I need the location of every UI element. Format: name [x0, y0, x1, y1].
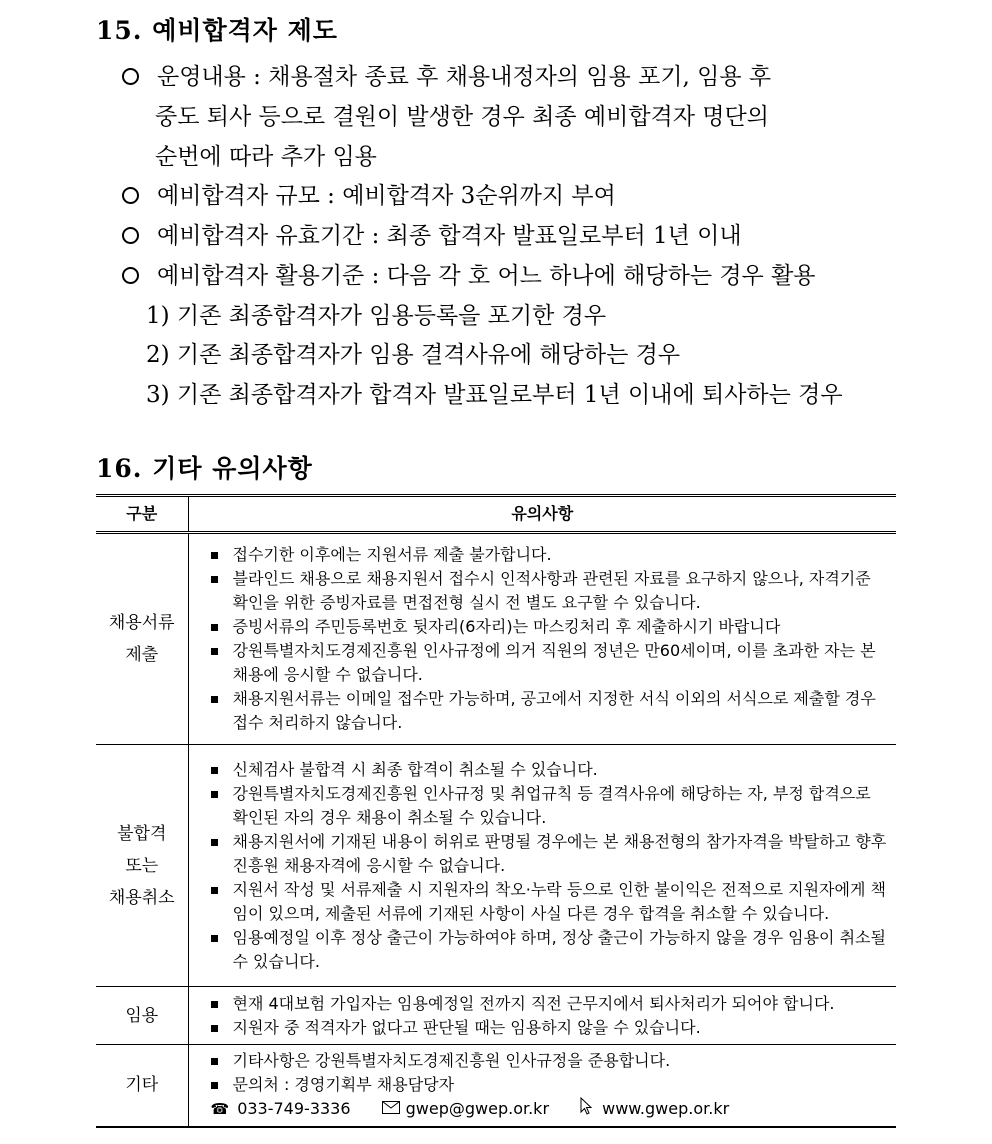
list-item [211, 830, 891, 878]
contact-phone: 033-749-3336 [237, 1099, 351, 1119]
row-notes [188, 987, 896, 1045]
header-category: 구분 [96, 496, 188, 533]
bullet-item-3 [122, 221, 742, 251]
square-bullet-icon [211, 624, 218, 631]
phone-icon: ☎ [210, 1100, 230, 1119]
mail-icon [382, 1097, 400, 1121]
item-text: 기타사항은 강원특별자치도경제진흥원 인사규정을 준용합니다. [232, 1050, 671, 1070]
bullet-item-1-cont-2: 순번에 따라 추가 임용 [155, 144, 377, 170]
row-notes [188, 533, 896, 745]
bullet-text: 예비합격자 유효기간 : 최종 합격자 발표일로부터 1년 이내 [157, 223, 742, 249]
square-bullet-icon [211, 935, 218, 942]
contact-line [189, 1097, 891, 1122]
list-item [211, 926, 891, 974]
bullet-item-1-cont-1: 중도 퇴사 등으로 결원이 발생한 경우 최종 예비합격자 명단의 [155, 104, 769, 130]
item-text: 신체검사 불합격 시 최종 합격이 취소될 수 있습니다. [232, 759, 598, 779]
square-bullet-icon [211, 696, 218, 703]
square-bullet-icon [211, 839, 218, 846]
item-text: 강원특별자치도경제진흥원 인사규정 및 취업규칙 등 결격사유에 해당하는 자, 부정 합격으로 확인된 자의 경우 채용이 취소될 수 있습니다. [232, 783, 871, 827]
circle-bullet-icon [122, 68, 139, 85]
circle-bullet-icon [122, 187, 139, 204]
contact-email[interactable]: gwep@gwep.or.kr [405, 1099, 550, 1119]
table-row [96, 533, 896, 745]
bullet-item-4 [122, 261, 816, 291]
bullet-item-2 [122, 181, 616, 211]
square-bullet-icon [211, 1058, 218, 1065]
list-item [211, 543, 891, 567]
row-category [96, 745, 188, 987]
square-bullet-icon [211, 791, 218, 798]
list-item [211, 1016, 891, 1040]
item-text: 임용예정일 이후 정상 출근이 가능하여야 하며, 정상 출근이 가능하지 않을 경우 임용이 취소될 수 있습니다. [232, 927, 886, 971]
square-bullet-icon [211, 767, 218, 774]
item-text: 지원서 작성 및 서류제출 시 지원자의 착오·누락 등으로 인한 불이익은 전적으로 지원자에게 책임이 있으며, 제출된 서류에 기재된 사항이 사실 다른 경우 합격을 취소할 수 있습니다. [232, 879, 886, 923]
header-notes: 유의사항 [188, 496, 896, 533]
category-line: 기타 [125, 1075, 159, 1096]
row-category [96, 1045, 188, 1127]
bullet-text: 운영내용 : 채용절차 종료 후 채용내정자의 임용 포기, 임용 후 [157, 64, 772, 90]
list-item [211, 1073, 891, 1097]
section-16-title: 16. 기타 유의사항 [96, 454, 313, 483]
list-item [211, 782, 891, 830]
list-item [211, 615, 891, 639]
square-bullet-icon [211, 1025, 218, 1032]
contact-website[interactable]: www.gwep.or.kr [602, 1099, 730, 1119]
sub-item-2: 2) 기존 최종합격자가 임용 결격사유에 해당하는 경우 [146, 342, 681, 368]
category-line: 채용취소 [108, 887, 175, 908]
item-text: 채용지원서류는 이메일 접수만 가능하며, 공고에서 지정한 서식 이외의 서식으로 제출할 경우 접수 처리하지 않습니다. [232, 689, 876, 732]
sub-item-1: 1) 기존 최종합격자가 임용등록을 포기한 경우 [146, 303, 607, 329]
row-category [96, 987, 188, 1045]
category-line: 채용서류 [108, 613, 175, 633]
list-item [211, 567, 891, 615]
square-bullet-icon [211, 887, 218, 894]
cursor-icon [580, 1097, 592, 1122]
table-row [96, 1045, 896, 1127]
category-line: 불합격 [117, 823, 167, 844]
item-text: 블라인드 채용으로 채용지원서 접수시 인적사항과 관련된 자료를 요구하지 않으나, 자격기준 확인을 위한 증빙자료를 면접전형 실시 전 별도 요구할 수 있습니다. [232, 569, 871, 612]
bullet-item-1 [122, 62, 771, 92]
category-line: 또는 [125, 855, 159, 876]
item-text: 현재 4대보험 가입자는 임용예정일 전까지 직전 근무지에서 퇴사처리가 되어야 합니다. [232, 993, 835, 1013]
row-notes [188, 745, 896, 987]
item-text: 채용지원서에 기재된 내용이 허위로 판명될 경우에는 본 채용전형의 참가자격을 박탈하고 향후 진흥원 채용자격에 응시할 수 없습니다. [232, 831, 887, 875]
list-item [211, 1049, 891, 1073]
item-text: 증빙서류의 주민등록번호 뒷자리(6자리)는 마스킹처리 후 제출하시기 바랍니다 [232, 617, 781, 636]
bullet-text: 예비합격자 활용기준 : 다음 각 호 어느 하나에 해당하는 경우 활용 [157, 263, 816, 289]
list-item [211, 687, 891, 735]
item-text: 문의처 : 경영기획부 채용담당자 [232, 1074, 455, 1094]
square-bullet-icon [211, 576, 218, 583]
item-text: 강원특별자치도경제진흥원 인사규정에 의거 직원의 정년은 만60세이며, 이를 초과한 자는 본 채용에 응시할 수 없습니다. [232, 641, 876, 684]
row-category [96, 533, 188, 745]
circle-bullet-icon [122, 227, 139, 244]
list-item [211, 878, 891, 926]
category-line: 제출 [125, 645, 159, 665]
square-bullet-icon [211, 648, 218, 655]
row-notes [188, 1045, 896, 1127]
notes-table [96, 494, 896, 1128]
list-item [211, 758, 891, 782]
bullet-text: 예비합격자 규모 : 예비합격자 3순위까지 부여 [157, 183, 616, 209]
category-line: 임용 [125, 1005, 159, 1026]
table-row [96, 745, 896, 987]
table-row [96, 987, 896, 1045]
square-bullet-icon [211, 1001, 218, 1008]
item-text: 접수기한 이후에는 지원서류 제출 불가합니다. [232, 545, 552, 564]
table-header-row [96, 496, 896, 533]
square-bullet-icon [211, 1082, 218, 1089]
square-bullet-icon [211, 552, 218, 559]
section-15-title: 15. 예비합격자 제도 [96, 16, 338, 45]
item-text: 지원자 중 적격자가 없다고 판단될 때는 임용하지 않을 수 있습니다. [232, 1017, 701, 1037]
list-item [211, 639, 891, 687]
circle-bullet-icon [122, 267, 139, 284]
list-item [211, 992, 891, 1016]
sub-item-3: 3) 기존 최종합격자가 합격자 발표일로부터 1년 이내에 퇴사하는 경우 [146, 382, 843, 408]
